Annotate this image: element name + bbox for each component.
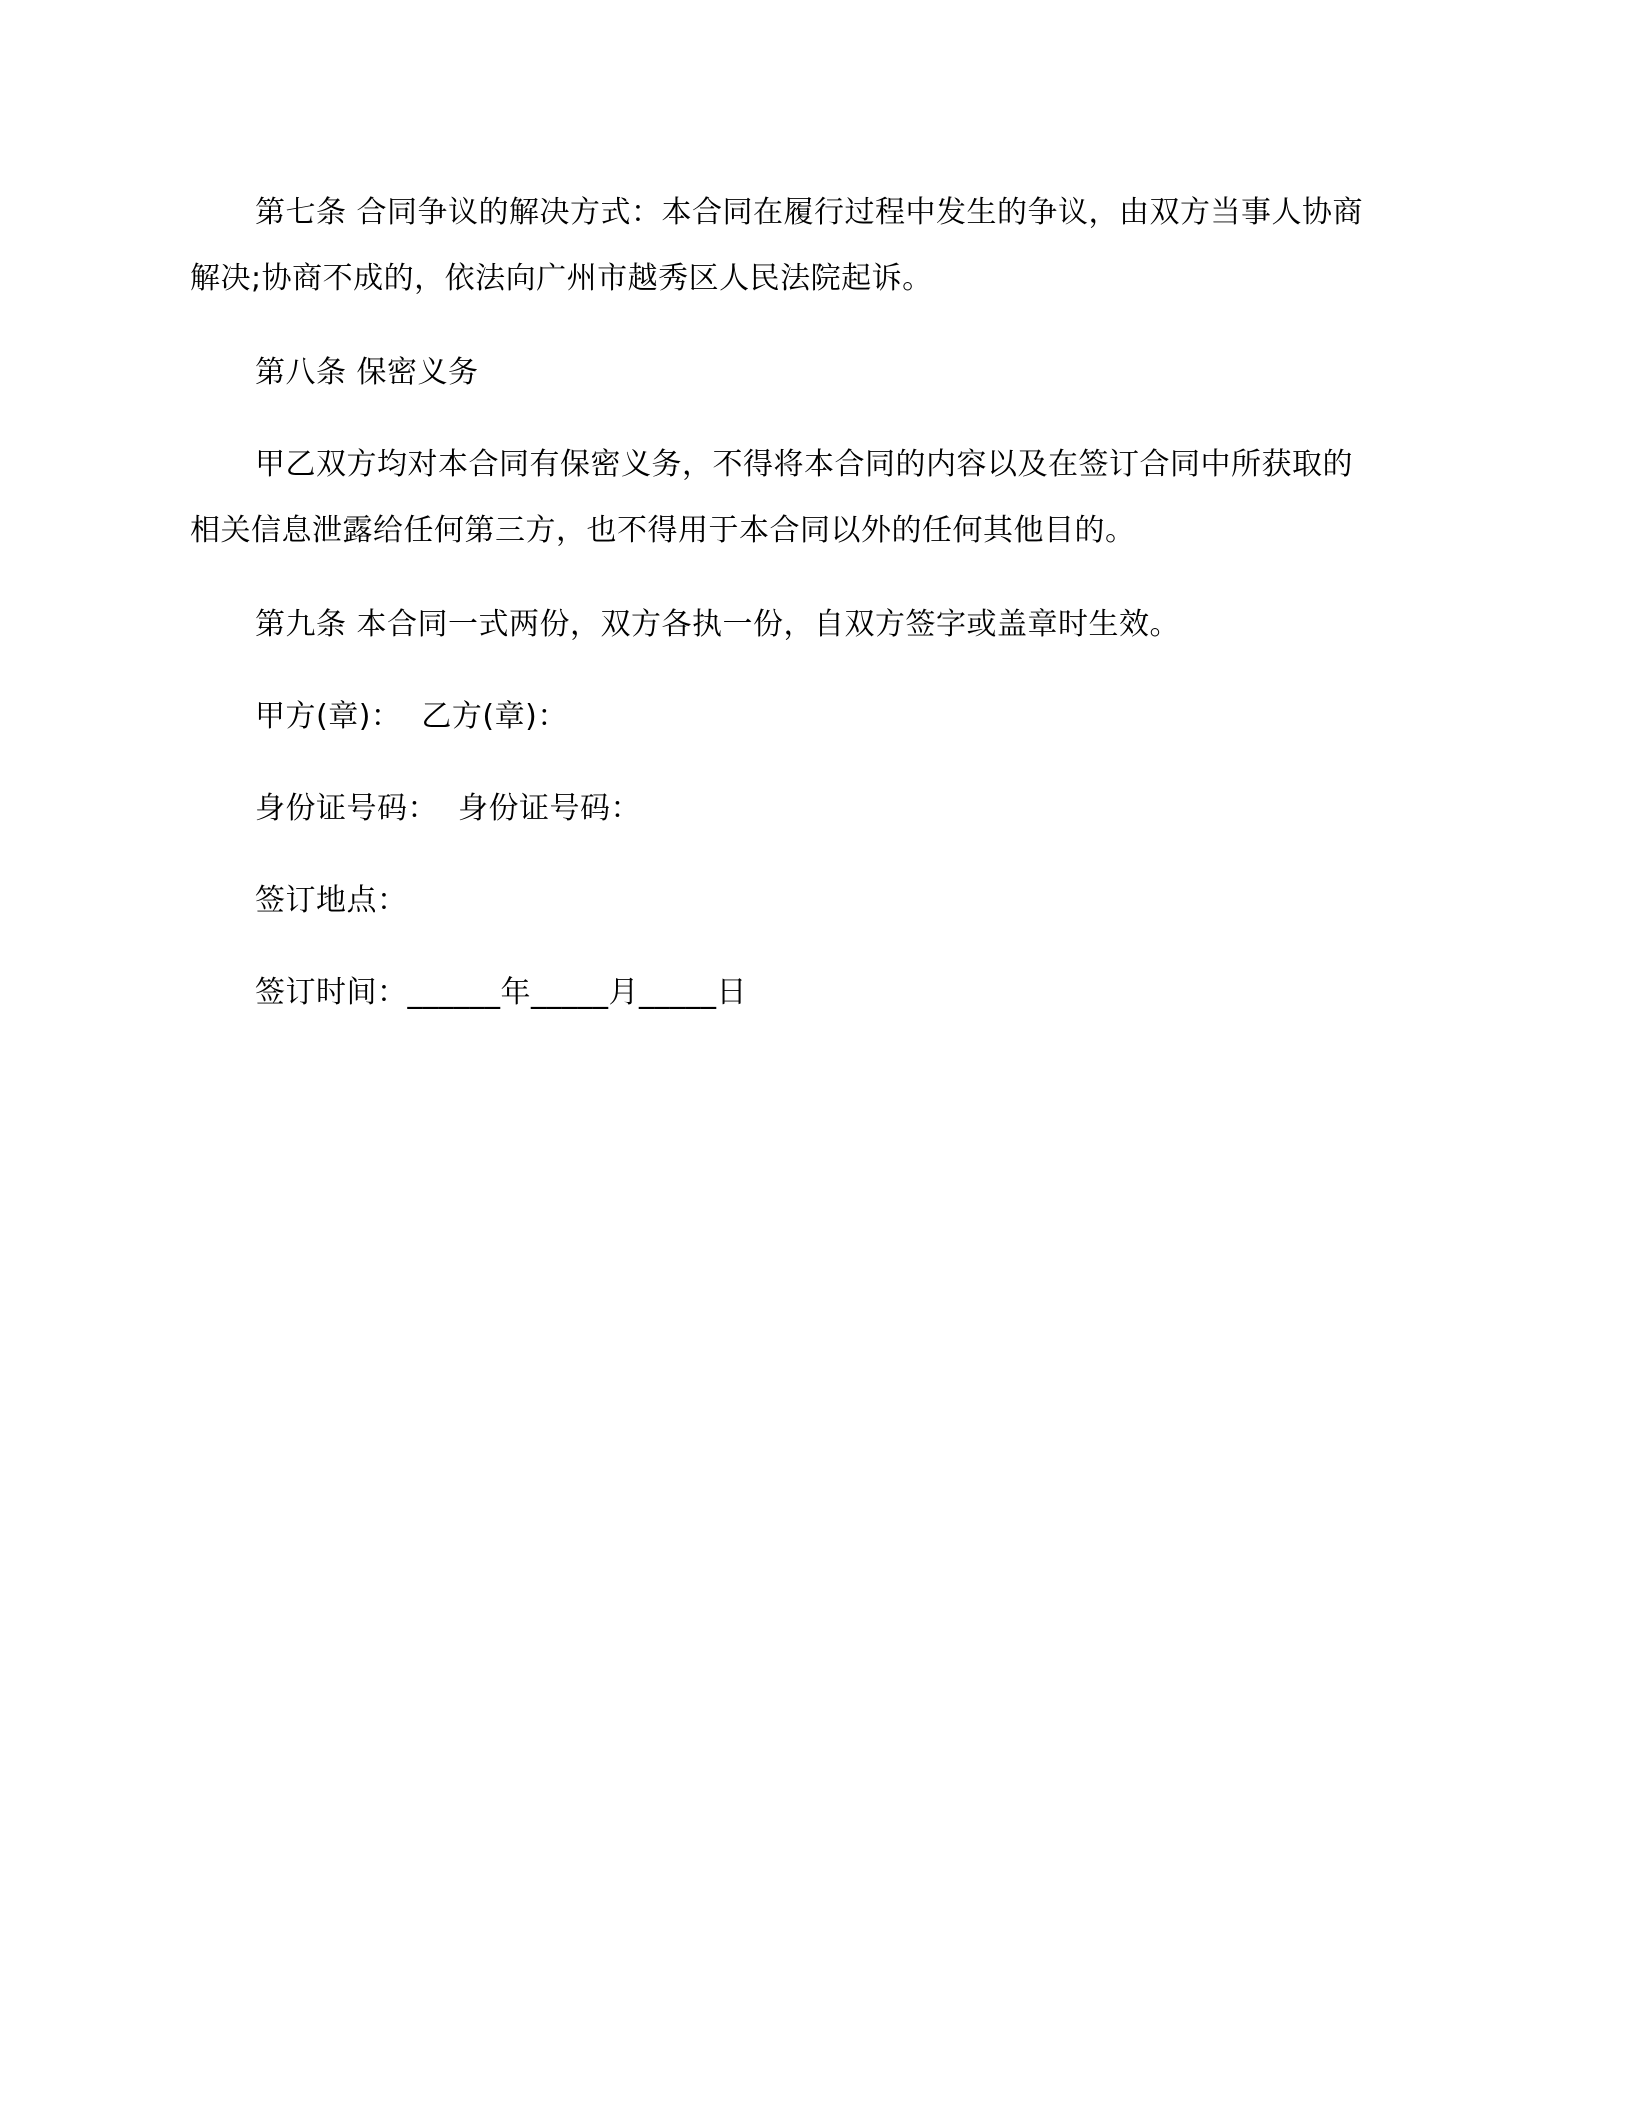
signing-date-line — [190, 960, 1420, 1026]
article-8-line-2: 相关信息泄露给任何第三方，也不得用于本合同以外的任何其他目的。 — [190, 513, 1136, 548]
signing-date-label: 签订时间：______年_____月_____日 — [255, 975, 747, 1010]
article-9-line-1: 第九条 本合同一式两份，双方各执一份，自双方签字或盖章时生效。 — [255, 607, 1181, 642]
party-seal-line — [190, 684, 1420, 750]
id-number-line — [190, 776, 1420, 842]
article-8-heading-text: 第八条 保密义务 — [255, 355, 479, 390]
article-8-line-1: 甲乙双方均对本合同有保密义务，不得将本合同的内容以及在签订合同中所获取的 — [255, 447, 1353, 482]
article-8-heading — [190, 340, 1420, 406]
party-a-id-label: 身份证号码： — [255, 791, 438, 826]
party-a-seal-label: 甲方(章)： — [255, 699, 402, 734]
signing-place-line — [190, 868, 1420, 934]
article-8-body — [190, 432, 1420, 564]
article-9 — [190, 592, 1420, 658]
signing-place-label: 签订地点： — [255, 883, 408, 918]
article-7 — [190, 180, 1420, 312]
party-b-id-label: 身份证号码： — [458, 791, 641, 826]
article-7-line-1: 第七条 合同争议的解决方式：本合同在履行过程中发生的争议，由双方当事人协商 — [255, 195, 1364, 230]
article-7-line-2: 解决;协商不成的，依法向广州市越秀区人民法院起诉。 — [190, 261, 933, 296]
party-b-seal-label: 乙方(章)： — [421, 699, 568, 734]
